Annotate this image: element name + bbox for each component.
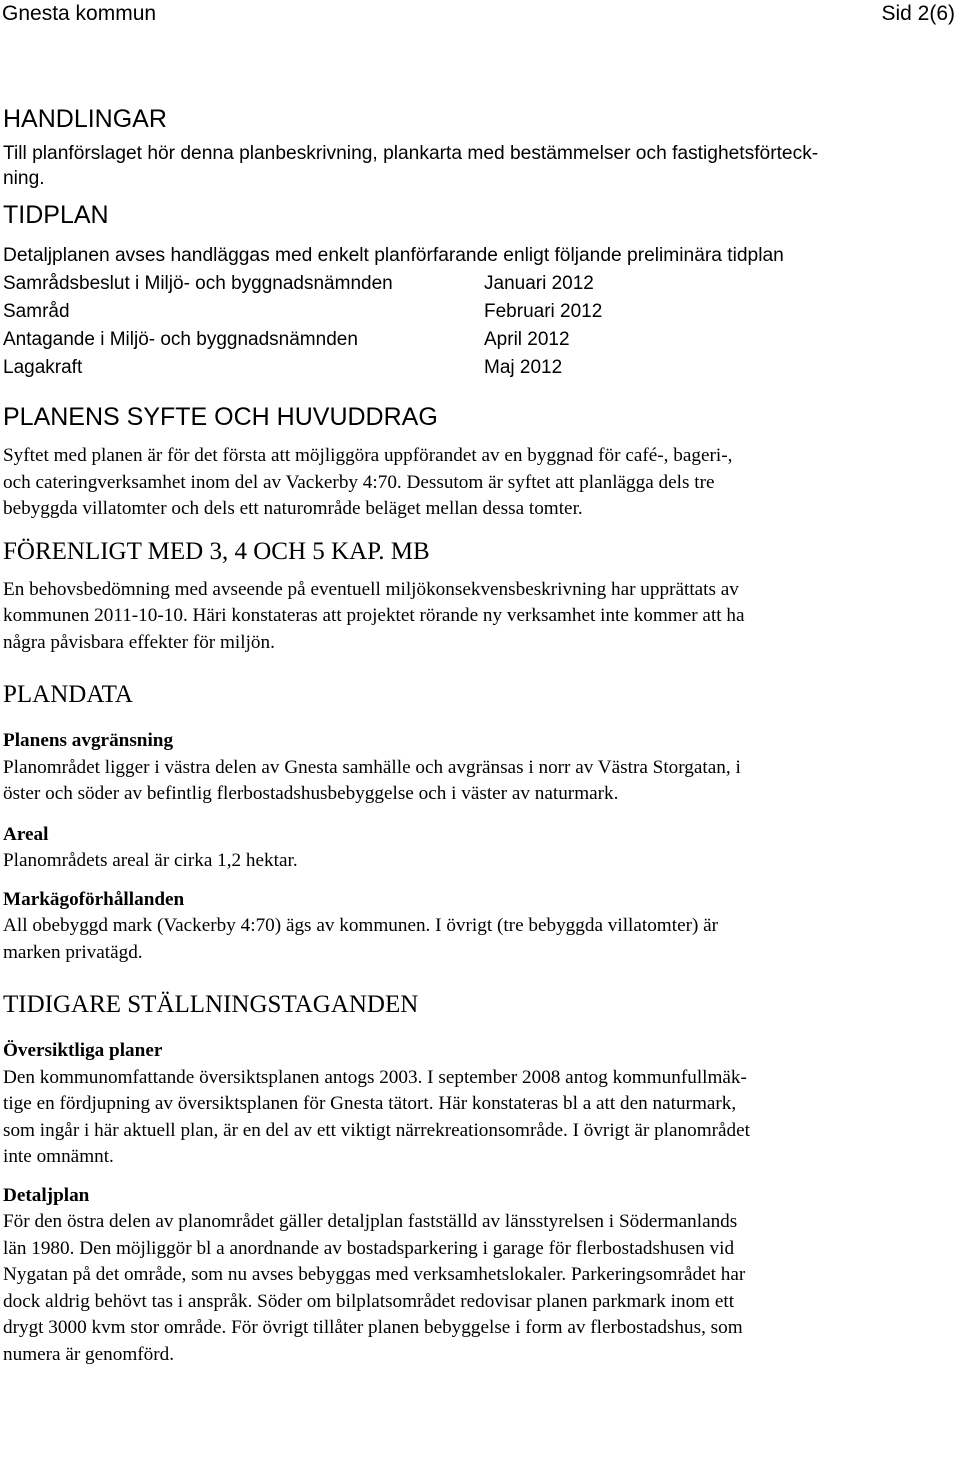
schedule-date: April 2012 [484,329,570,350]
detaljplan-line: numera är genomförd. [3,1343,175,1365]
subheading-oversiktliga-planer: Översiktliga planer [3,1040,163,1061]
schedule-date: Januari 2012 [484,273,594,294]
areal-line: Planområdets areal är cirka 1,2 hektar. [3,850,298,871]
detaljplan-line: Nygatan på det område, som nu avses bebyggas med verksamhetslokaler. Parkeringsområdet har [3,1264,746,1285]
section-handlingar [3,104,953,193]
detaljplan-line: län 1980. Den möjliggör bl a anordnande av bostadsparkering i garage för flerbostadshusen vid [3,1237,735,1259]
avgransning-line: öster och söder av befintlig flerbostadshusbebyggelse och i väster av naturmark. [3,783,619,804]
detaljplan-line: För den östra delen av planområdet gäller detaljplan fastställd av länsstyrelsen i Södermanlands [3,1211,738,1232]
section-tidigare [3,990,953,1368]
heading-tidigare: TIDIGARE STÄLLNINGSTAGANDEN [3,991,419,1018]
section-plandata [3,680,953,966]
heading-handlingar: HANDLINGAR [3,105,167,133]
oversikt-line: som ingår i här aktuell plan, är en del av ett viktigt närrekreationsområde. I övrigt är planområdet [3,1119,750,1141]
mark-line: marken privatägd. [3,941,143,963]
handlingar-line-2: ning. [3,168,45,189]
page-number: Sid 2(6) [881,2,955,25]
oversikt-line: tige en fördjupning av översiktsplanen för Gnesta tätort. Här konstateras bl a att den naturmark, [3,1093,737,1114]
municipality-name: Gnesta kommun [2,2,157,25]
document-body [3,104,953,1368]
forenligt-line: några påvisbara effekter för miljön. [3,631,275,653]
subheading-avgransning: Planens avgränsning [3,730,174,751]
schedule-row [3,298,953,326]
forenligt-line: En behovsbedömning med avseende på eventuell miljökonsekvensbeskrivning har upprättats av [3,578,739,600]
schedule-row [3,354,953,382]
schedule-row [3,270,953,298]
handlingar-line-1: Till planförslaget hör denna planbeskrivning, plankarta med bestämmelser och fastighetsförteck- [3,143,819,164]
subheading-areal: Areal [3,823,49,845]
page-header [0,0,960,30]
heading-tidplan: TIDPLAN [3,201,109,229]
forenligt-line: kommunen 2011-10-10. Häri konstateras att projektet rörande ny verksamhet inte kommer att ha [3,605,745,626]
section-syfte [3,402,953,523]
schedule-date: Maj 2012 [484,357,563,378]
syfte-line: bebyggda villatomter och dels ett naturområde beläget mellan dessa tomter. [3,498,583,519]
syfte-line: och cateringverksamhet inom del av Vackerby 4:70. Dessutom är syftet att planlägga dels tre [3,471,715,493]
heading-forenligt: FÖRENLIGT MED 3, 4 OCH 5 KAP. MB [3,537,430,565]
syfte-line: Syftet med planen är för det första att möjliggöra uppförandet av en byggnad för café-, bageri-, [3,445,733,466]
avgransning-line: Planområdet ligger i västra delen av Gnesta samhälle och avgränsas i norr av Västra Storgatan, i [3,756,741,778]
schedule-label: Samrådsbeslut i Miljö- och byggnadsnämnden [3,273,393,294]
mark-line: All obebyggd mark (Vackerby 4:70) ägs av kommunen. I övrigt (tre bebyggda villatomter) är [3,915,719,936]
subheading-detaljplan: Detaljplan [3,1184,90,1206]
heading-plandata: PLANDATA [3,681,133,708]
heading-syfte: PLANENS SYFTE OCH HUVUDDRAG [3,403,438,431]
tidplan-intro: Detaljplanen avses handläggas med enkelt planförfarande enligt följande preliminära tidplan [3,245,784,266]
schedule-label: Antagande i Miljö- och byggnadsnämnden [3,329,358,350]
section-tidplan [3,200,953,382]
section-forenligt [3,537,953,657]
detaljplan-line: drygt 3000 kvm stor område. För övrigt tillåter planen bebyggelse i form av flerbostadshus, som [3,1317,743,1338]
detaljplan-line: dock aldrig behövt tas i anspråk. Söder om bilplatsområdet redovisar planen parkmark inom ett [3,1290,735,1312]
oversikt-line: inte omnämnt. [3,1146,114,1167]
oversikt-line: Den kommunomfattande översiktsplanen antogs 2003. I september 2008 antog kommunfullmäk- [3,1066,747,1088]
schedule-table [3,270,953,382]
schedule-row [3,326,953,354]
schedule-label: Lagakraft [3,357,83,378]
schedule-label: Samråd [3,301,70,322]
schedule-date: Februari 2012 [484,301,603,322]
subheading-markagoforhallanden: Markägoförhållanden [3,888,185,910]
